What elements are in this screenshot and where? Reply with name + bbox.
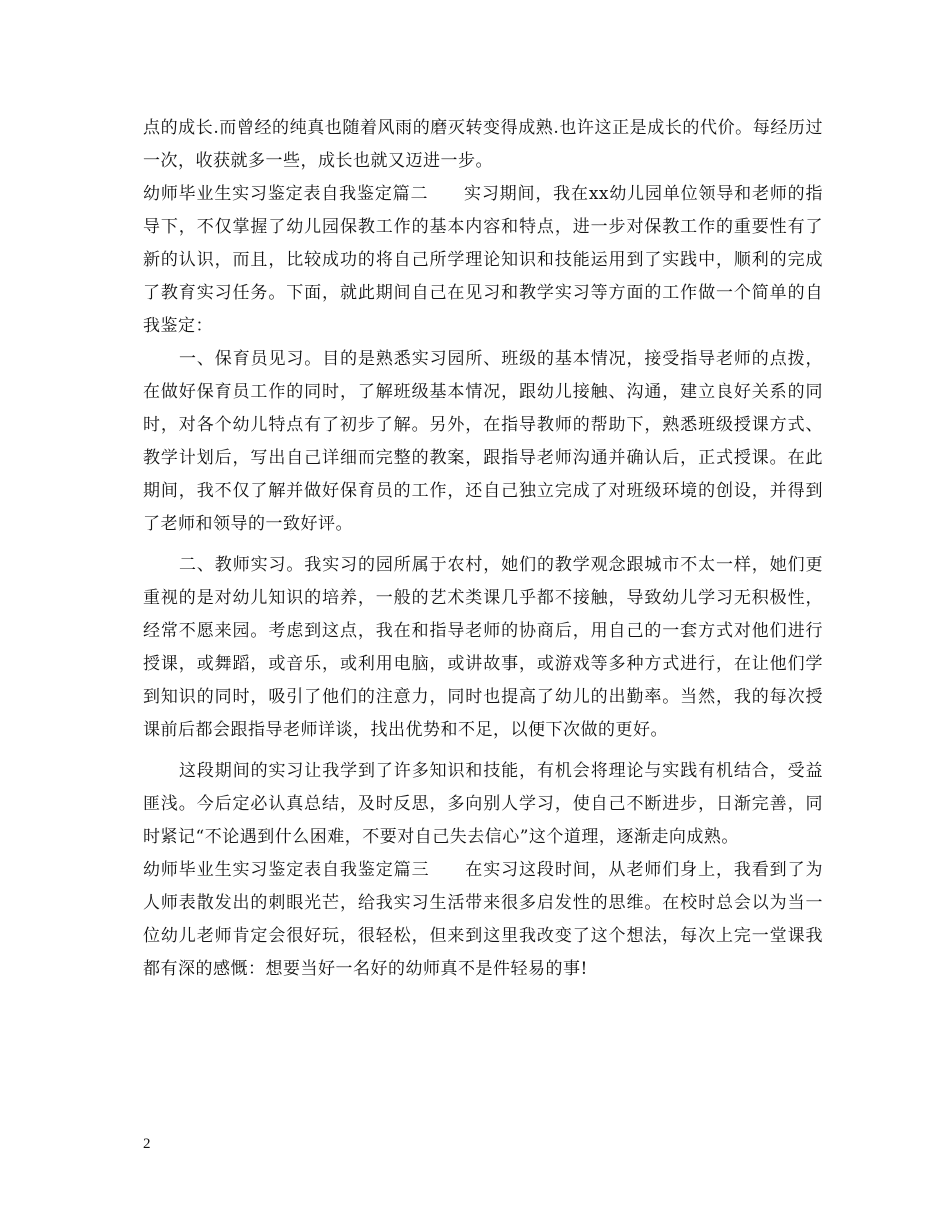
paragraph-section-two-intro: 幼师毕业生实习鉴定表自我鉴定篇二 实习期间，我在xx幼儿园单位领导和老师的指导下，不仅掌握了幼儿园保教工作的基本内容和特点，进一步对保教工作的重要性有了新的认识，而且，比较成功的将自己所学理论知识和技能运用到了实践中，顺利的完成了教育实习任务。下面，就此期间自己在见习和教学实习等方面的工作做一个简单的自我鉴定：: [143, 184, 823, 336]
paragraph-continuation: 点的成长.而曾经的纯真也随着风雨的磨灭转变得成熟.也许这正是成长的代价。每经历过一次，收获就多一些，成长也就又迈进一步。: [143, 118, 823, 171]
paragraph-nursery-assistant: 一、保育员见习。目的是熟悉实习园所、班级的基本情况，接受指导老师的点拨，在做好保育员工作的同时，了解班级基本情况，跟幼儿接触、沟通，建立良好关系的同时，对各个幼儿特点有了初步了解。另外，在指导教师的帮助下，熟悉班级授课方式、教学计划后，写出自己详细而完整的教案，跟指导老师沟通并确认后，正式授课。在此期间，我不仅了解并做好保育员的工作，还自己独立完成了对班级环境的创设，并得到了老师和领导的一致好评。: [143, 349, 823, 534]
page-number: 2: [143, 1136, 151, 1152]
document-body: [143, 112, 823, 986]
paragraph-teacher-internship: 二、教师实习。我实习的园所属于农村，她们的教学观念跟城市不太一样，她们更重视的是对幼儿知识的培养，一般的艺术类课几乎都不接触，导致幼儿学习无积极性，经常不愿来园。考虑到这点，我在和指导老师的协商后，用自己的一套方式对他们进行授课，或舞蹈，或音乐，或利用电脑，或讲故事，或游戏等多种方式进行，在让他们学到知识的同时，吸引了他们的注意力，同时也提高了幼儿的出勤率。当然，我的每次授课前后都会跟指导老师详谈，找出优势和不足，以便下次做的更好。: [143, 555, 823, 740]
paragraph-summary: 这段期间的实习让我学到了许多知识和技能，有机会将理论与实践有机结合，受益匪浅。今后定必认真总结，及时反思，多向别人学习，使自己不断进步，日渐完善，同时紧记“不论遇到什么困难，不要对自己失去信心”这个道理，逐渐走向成熟。: [143, 761, 823, 847]
paragraph-section-three-intro: 幼师毕业生实习鉴定表自我鉴定篇三 在实习这段时间，从老师们身上，我看到了为人师表散发出的刺眼光芒，给我实习生活带来很多启发性的思维。在校时总会以为当一位幼儿老师肯定会很好玩，很轻松，但来到这里我改变了这个想法，每次上完一堂课我都有深的感慨：想要当好一名好的幼师真不是件轻易的事!: [143, 860, 823, 979]
